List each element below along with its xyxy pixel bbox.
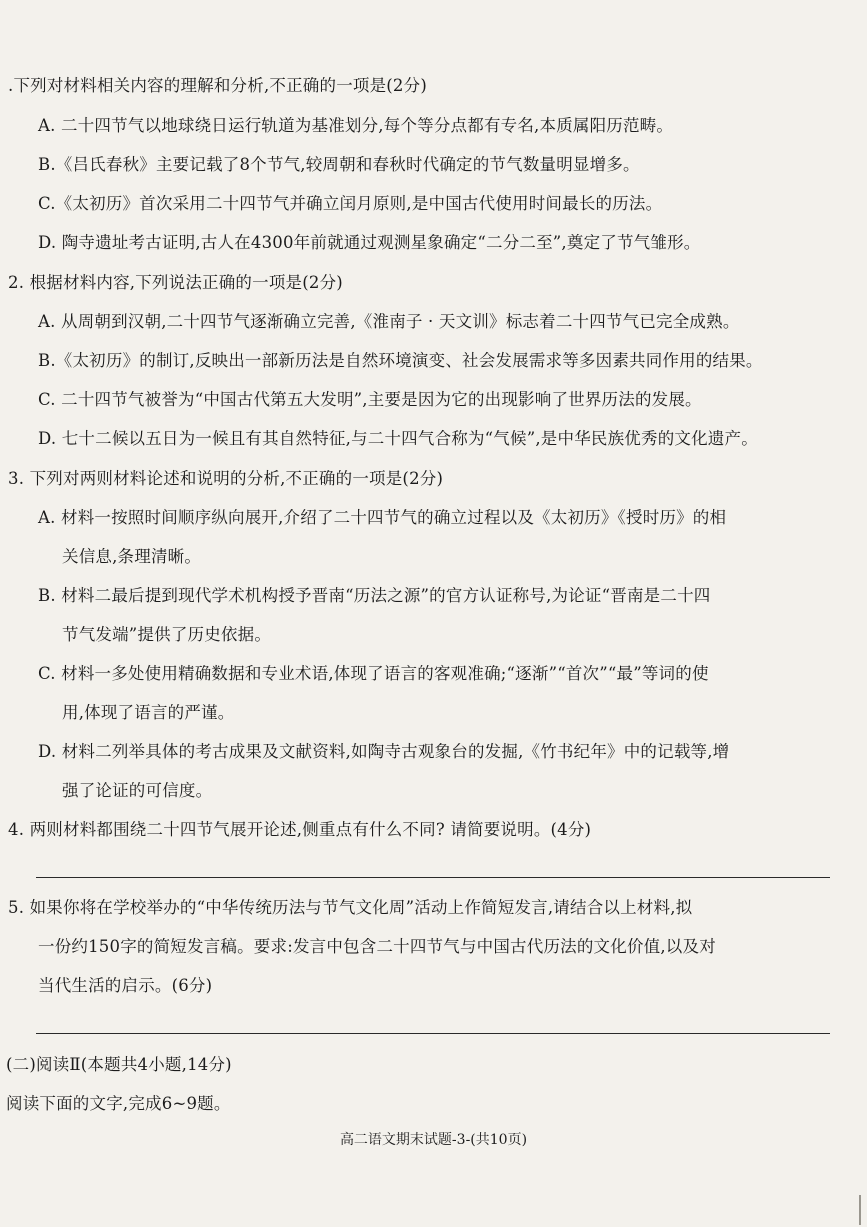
question-5-stem: 5. 如果你将在学校举办的“中华传统历法与节气文化周”活动上作简短发言,请结合以上材料,拟 (8, 898, 693, 917)
question-2-stem: 2. 根据材料内容,下列说法正确的一项是(2分) (8, 273, 343, 292)
question-4-stem: 4. 两则材料都围绕二十四节气展开论述,侧重点有什么不同? 请简要说明。(4分) (8, 820, 592, 839)
question-2-option-b: B.《太初历》的制订,反映出一部新历法是自然环境演变、社会发展需求等多因素共同作用的结果。 (38, 351, 763, 370)
reading-instruction: 阅读下面的文字,完成6~9题。 (6, 1094, 231, 1113)
question-3-option-b-continued: 节气发端”提供了历史依据。 (62, 625, 272, 644)
question-2-option-d: D. 七十二候以五日为一候且有其自然特征,与二十四气合称为“气候”,是中华民族优秀的文化遗产。 (38, 429, 758, 448)
page-footer: 高二语文期末试题-3-(共10页) (339, 1132, 528, 1148)
answer-line-4 (36, 877, 830, 878)
question-1-option-d: D. 陶寺遗址考古证明,古人在4300年前就通过观测星象确定“二分二至”,奠定了节气雏形。 (38, 233, 701, 252)
question-1-stem: .下列对材料相关内容的理解和分析,不正确的一项是(2分) (8, 76, 427, 95)
question-3-option-b: B. 材料二最后提到现代学术机构授予晋南“历法之源”的官方认证称号,为论证“晋南是二十四 (38, 586, 711, 605)
question-3-option-d-continued: 强了论证的可信度。 (62, 781, 213, 800)
question-3-option-c: C. 材料一多处使用精确数据和专业术语,体现了语言的客观准确;“逐渐”“首次”“最”等词的使 (38, 664, 709, 683)
section-heading: (二)阅读Ⅱ(本题共4小题,14分) (6, 1055, 232, 1074)
question-1-option-c: C.《太初历》首次采用二十四节气并确立闰月原则,是中国古代使用时间最长的历法。 (38, 194, 663, 213)
question-3-option-a: A. 材料一按照时间顺序纵向展开,介绍了二十四节气的确立过程以及《太初历》《授时历》的相 (38, 508, 727, 527)
question-5-stem-continued-1: 一份约150字的简短发言稿。要求:发言中包含二十四节气与中国古代历法的文化价值,以及对 (38, 937, 716, 956)
scan-edge-mark (859, 1195, 861, 1225)
question-2-option-a: A. 从周朝到汉朝,二十四节气逐渐确立完善,《淮南子 · 天文训》标志着二十四节气已完全成熟。 (38, 312, 740, 331)
question-2-option-c: C. 二十四节气被誉为“中国古代第五大发明”,主要是因为它的出现影响了世界历法的发展。 (38, 390, 702, 409)
answer-line-5 (36, 1033, 830, 1034)
question-1-option-a: A. 二十四节气以地球绕日运行轨道为基准划分,每个等分点都有专名,本质属阳历范畴。 (38, 116, 674, 135)
question-1-option-b: B.《吕氏春秋》主要记载了8个节气,较周朝和春秋时代确定的节气数量明显增多。 (38, 155, 640, 174)
question-3-option-d: D. 材料二列举具体的考古成果及文献资料,如陶寺古观象台的发掘,《竹书纪年》中的记载等,增 (38, 742, 730, 761)
question-3-option-c-continued: 用,体现了语言的严谨。 (62, 703, 235, 722)
question-3-option-a-continued: 关信息,条理清晰。 (62, 547, 202, 566)
question-5-stem-continued-2: 当代生活的启示。(6分) (38, 976, 213, 995)
question-3-stem: 3. 下列对两则材料论述和说明的分析,不正确的一项是(2分) (8, 469, 444, 488)
